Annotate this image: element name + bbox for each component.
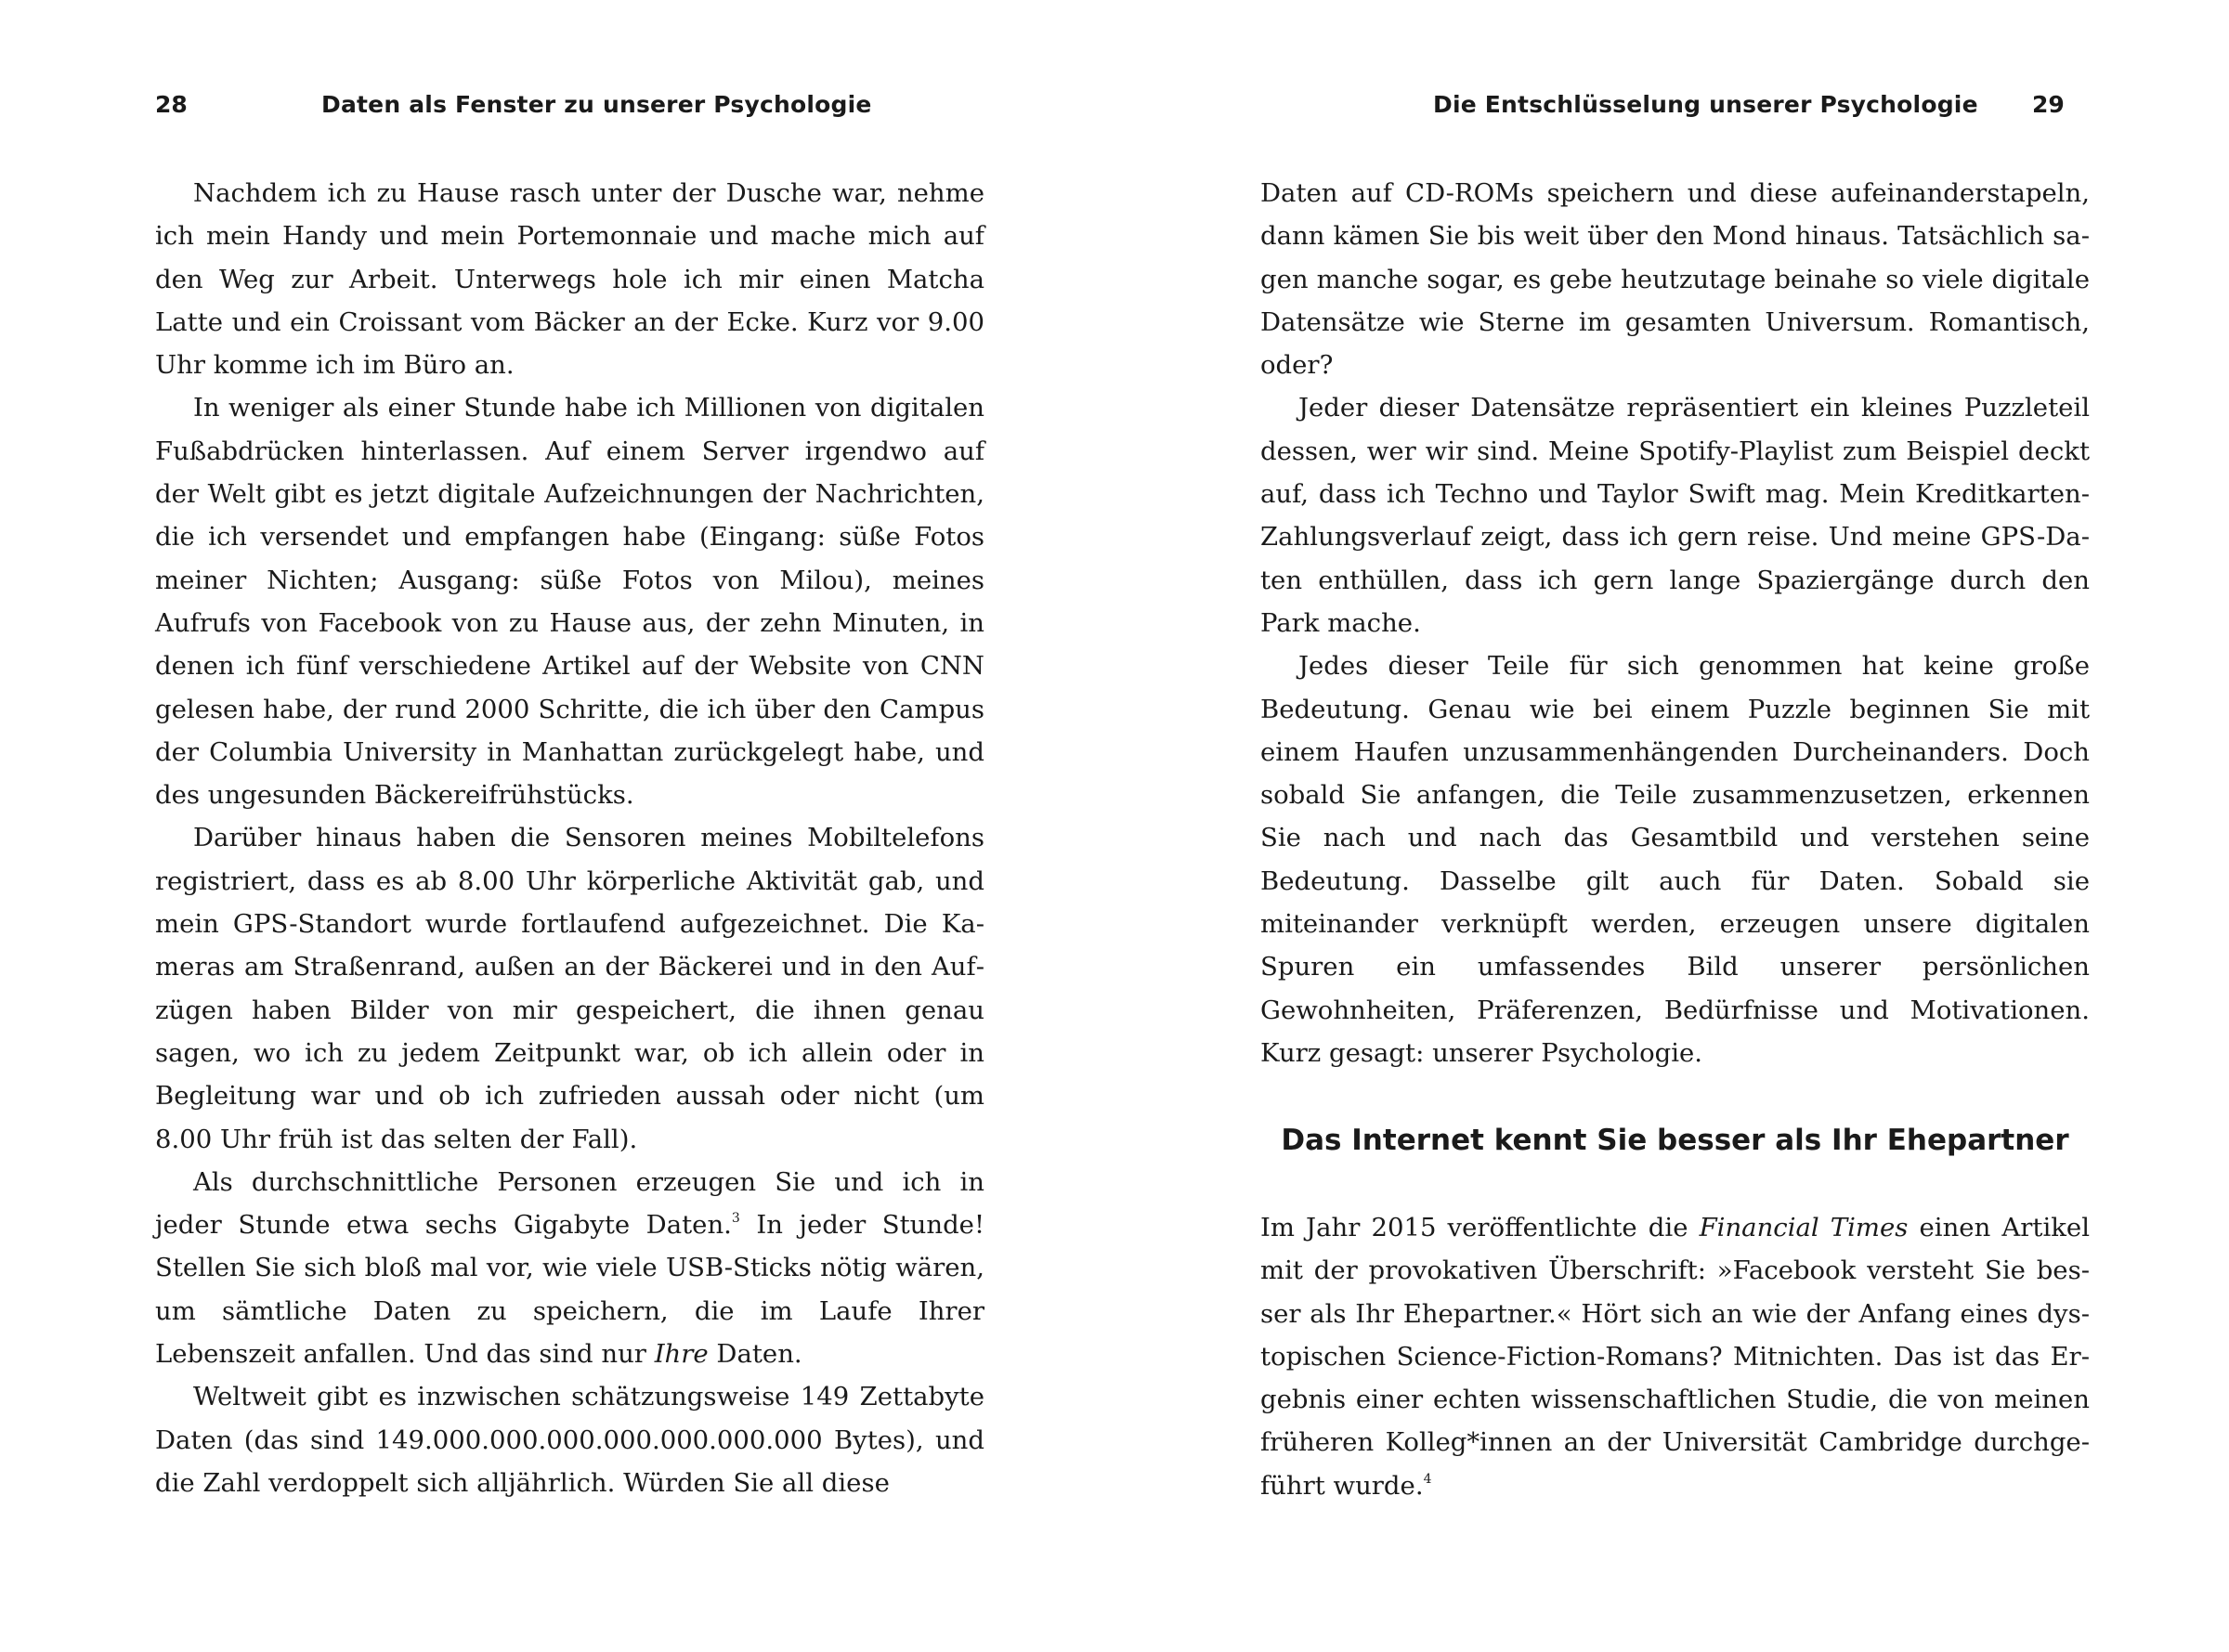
paragraph: In weniger als einer Stunde habe ich Millionen von digitalen Fußabdrücken hinterlassen. Auf einem Server irgendwo auf der Welt gibt es jetzt digitale Aufzeichnungen der Nachrichten, die ich versendet und empfangen habe (Eingang: süße Fotos meiner Nichten; Ausgang: süße Fotos von Milou), meines Aufrufs von Facebook von zu Hause aus, der zehn Minuten, in denen ich fünf verschiedene Artikel auf der Website von CNN gelesen habe, der rund 2000 Schritte, die ich über den Campus der Columbia University in Manhattan zurückgelegt habe, und des ungesunden Bäckereifrühstücks. (155, 393, 984, 811)
right-page (1114, 0, 2229, 1652)
paragraph-text: Im Jahr 2015 veröffentlichte die (1260, 1213, 1700, 1242)
paragraph: Jeder dieser Datensätze repräsentiert ein kleines Puzzleteil dessen, wer wir sind. Meine Spotify-Playlist zum Beispiel deckt auf, dass ich Techno und Taylor Swift mag. Mein Kreditkarten-Zahlungsverlauf zeigt, dass ich gern reise. Und meine GPS-Daten enthüllen, dass ich gern lange Spaziergänge durch den Park mache. (1260, 393, 2090, 638)
paragraph: Jedes dieser Teile für sich genommen hat keine große Bedeutung. Genau wie bei einem Puzzle beginnen Sie mit einem Haufen unzusammenhängenden Durcheinanders. Doch sobald Sie anfangen, die Teile zusammenzusetzen, erkennen Sie nach und nach das Gesamtbild und verstehen seine Bedeutung. Dasselbe gilt auch für Daten. Sobald sie miteinander verknüpft werden, erzeugen unsere digitalen Spuren ein umfassendes Bild unserer persönlichen Gewohnheiten, Präferenzen, Bedürfnisse und Motivationen. Kurz gesagt: unserer Psychologie. (1260, 651, 2090, 1068)
paragraph: Darüber hinaus haben die Sensoren meines Mobiltelefons registriert, dass es ab 8.00 Uhr körperliche Aktivität gab, und mein GPS-Standort wurde fortlaufend aufgezeichnet. Die Kameras am Straßenrand, außen an der Bäckerei und in den Aufzügen haben Bilder von mir gespeichert, die ihnen genau sagen, wo ich zu jedem Zeitpunkt war, ob ich allein oder in Begleitung war und ob ich zufrieden aussah oder nicht (um 8.00 Uhr früh ist das selten der Fall). (155, 823, 984, 1154)
footnote-marker: 3 (731, 1211, 740, 1227)
emphasis-text: Ihre (654, 1339, 709, 1370)
running-head: Daten als Fenster zu unserer Psychologie (321, 91, 872, 118)
section-heading: Das Internet kennt Sie besser als Ihr Ehepartner (1281, 1124, 2069, 1157)
running-head: Die Entschlüsselung unserer Psychologie (1433, 91, 1978, 118)
paragraph: Nachdem ich zu Hause rasch unter der Dusche war, nehme ich mein Handy und mein Portemonnaie und mache mich auf den Weg zur Arbeit. Unterwegs hole ich mir einen Matcha Latte und ein Croissant vom Bäcker an der Ecke. Kurz vor 9.00 Uhr komme ich im Büro an. (155, 178, 984, 381)
paragraph-text: In jeder Stunde! Stellen Sie sich bloß mal vor, wie viele USB-Sticks nötig wären, um sämtliche Daten zu speichern, die im Laufe Ihrer Lebenszeit anfallen. Und das sind nur (155, 1210, 985, 1370)
body-text (1260, 172, 2090, 1074)
body-text (155, 172, 984, 1504)
footnote-marker: 4 (1423, 1471, 1432, 1487)
emphasis-text: Financial Times (1699, 1213, 1909, 1242)
paragraph-text: Daten. (708, 1339, 802, 1370)
paragraph-text: einen Artikel mit der provokativen Überschrift: »Facebook versteht Sie besser als Ihr Ehepartner.« Hört sich an wie der Anfang eines dystopischen Science-Fiction-Romans? Mitnichten. Das ist das Ergebnis einer echten wissenschaftlichen Studie, die von meinen früheren Kolleg*innen an der Universität Cambridge durchgeführt wurde. (1260, 1213, 2090, 1501)
page-number: 29 (2032, 91, 2065, 118)
paragraph-text: Als durchschnittliche Personen erzeugen Sie und ich in jeder Stunde etwa sechs Gigabyte Daten. (155, 1166, 984, 1241)
section-body-text (1260, 1206, 2090, 1507)
left-page (0, 0, 1114, 1652)
paragraph (155, 1161, 984, 1375)
paragraph (1260, 1206, 2090, 1507)
paragraph: Daten auf CD-ROMs speichern und diese aufeinanderstapeln, dann kämen Sie bis weit über den Mond hinaus. Tatsächlich sagen manche sogar, es gebe heutzutage beinahe so viele digitale Datensätze wie Sterne im gesamten Universum. Romantisch, oder? (1260, 178, 2090, 381)
paragraph: Weltweit gibt es inzwischen schätzungsweise 149 Zettabyte Daten (das sind 149.000.000.000.000.000.000.000 Bytes), und die Zahl verdoppelt sich alljährlich. Würden Sie all diese (155, 1382, 984, 1498)
page-number: 28 (155, 91, 188, 118)
